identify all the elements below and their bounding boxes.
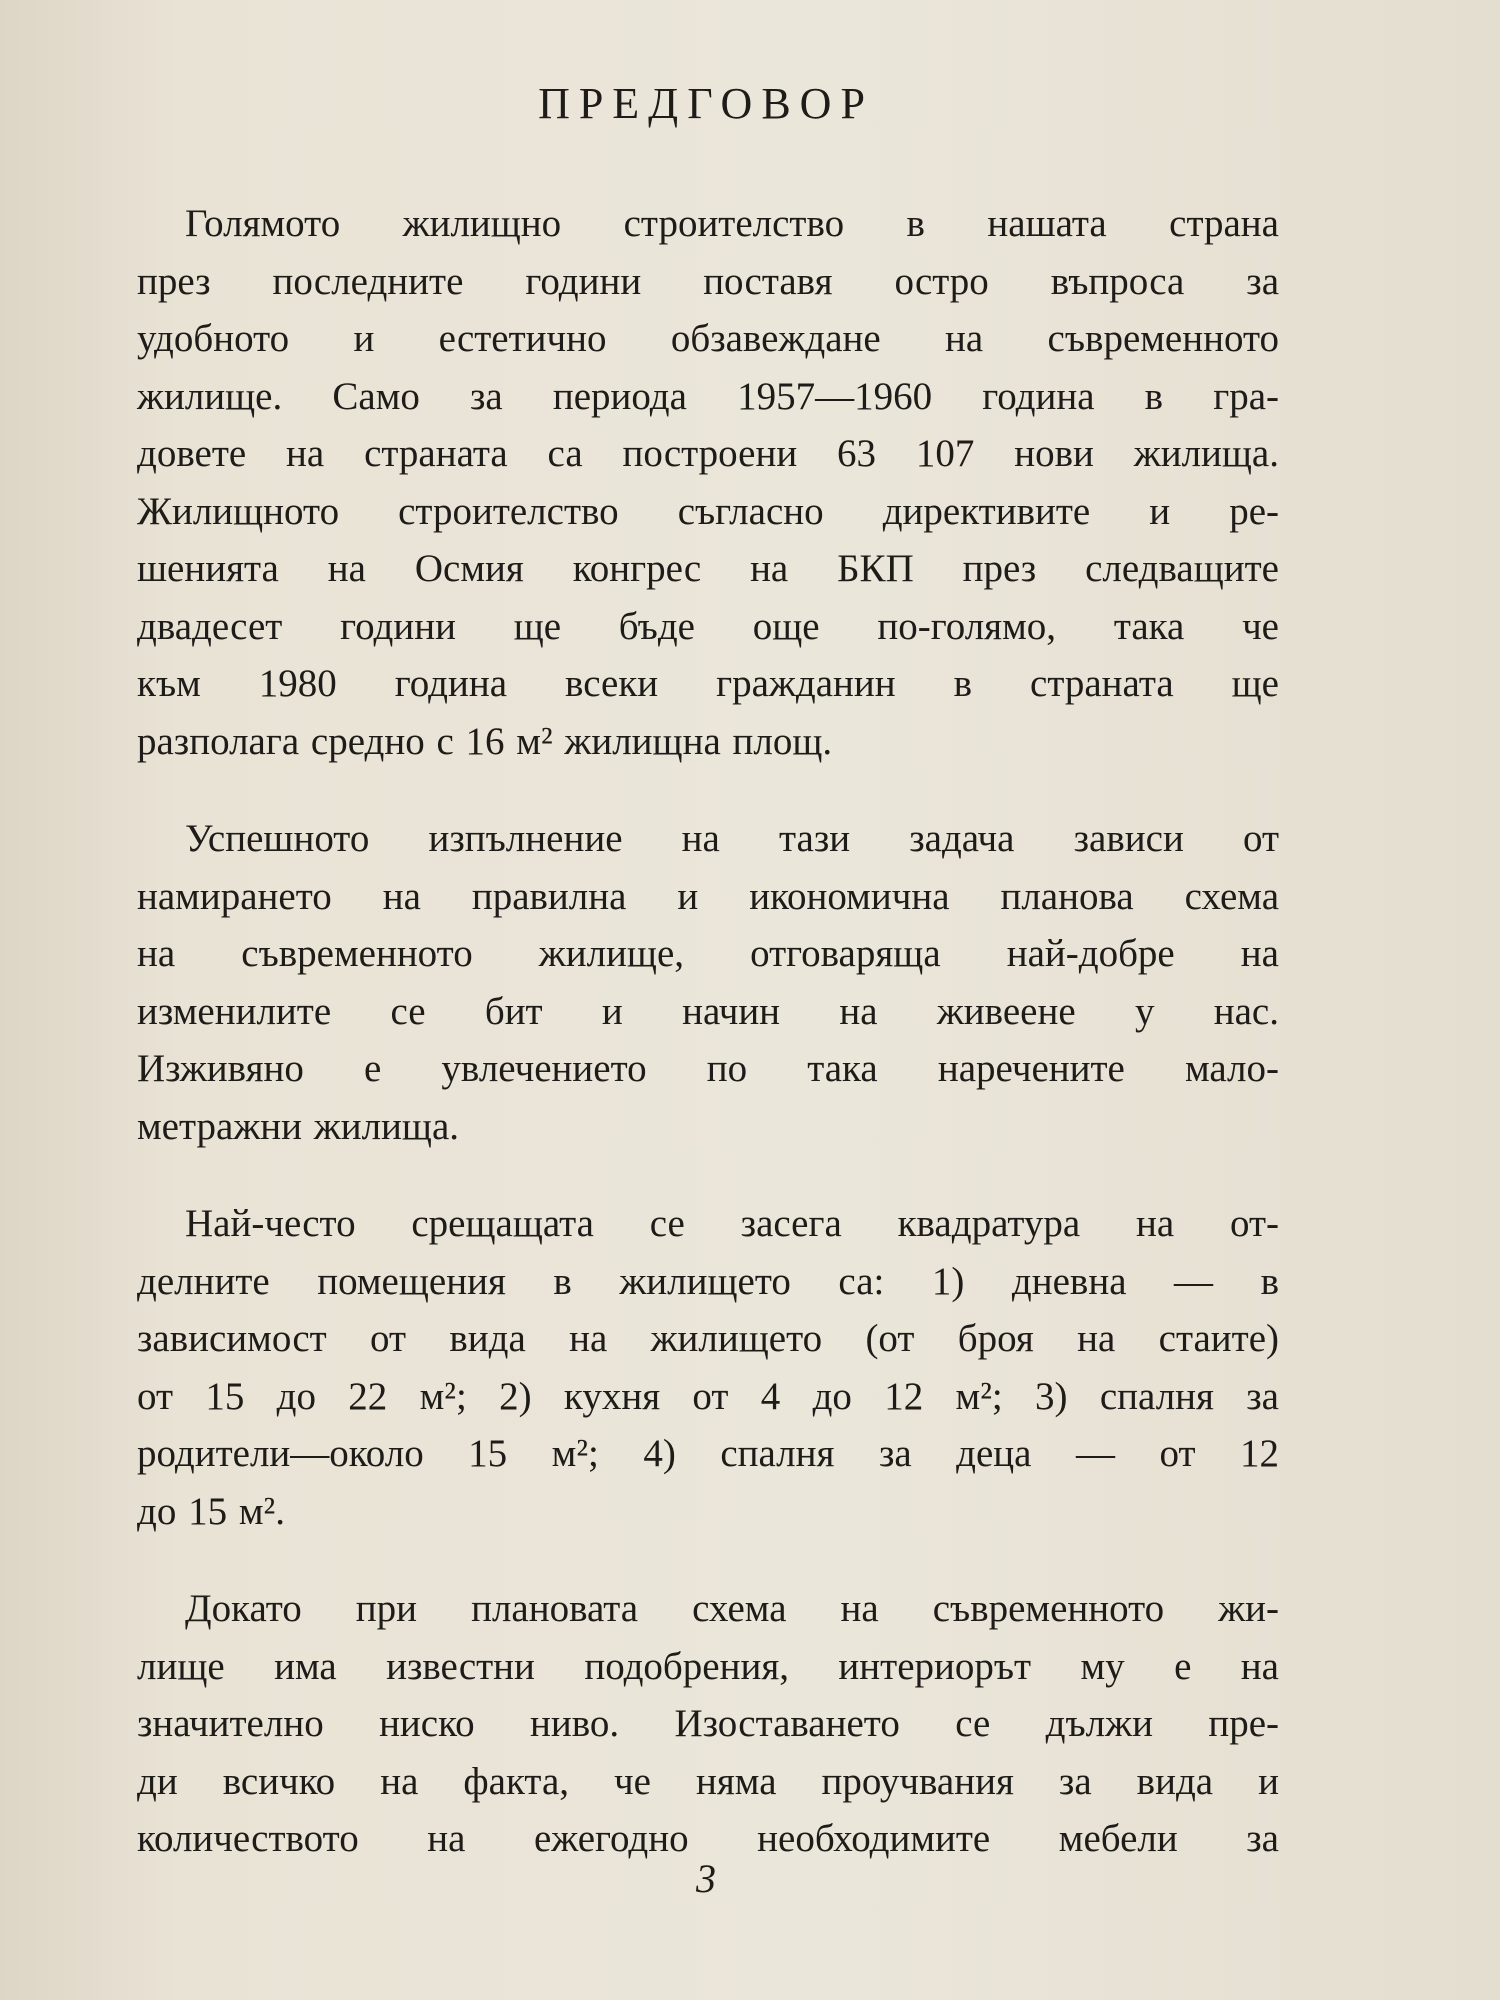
text-line: довете на страната са построени 63 107 нови жилища. bbox=[137, 432, 1279, 475]
body-text bbox=[137, 195, 1279, 1908]
text-line: шенията на Осмия конгрес на БКП през следващите bbox=[137, 547, 1279, 590]
text-line: количеството на ежегодно необходимите мебели за bbox=[137, 1817, 1279, 1860]
text-line: удобното и естетично обзавеждане на съвременното bbox=[137, 317, 1279, 360]
text-line: делните помещения в жилището са: 1) дневна — в bbox=[137, 1259, 1279, 1303]
text-line: Докато при плановата схема на съвременното жи- bbox=[185, 1587, 1279, 1630]
text-line: родители—около 15 м²; 4) спалня за деца — от 12 bbox=[137, 1432, 1279, 1475]
paragraph-1 bbox=[137, 195, 1279, 770]
text-line: метражни жилища. bbox=[137, 1104, 459, 1148]
text-line: жилище. Само за периода 1957—1960 година в гра- bbox=[137, 374, 1279, 418]
text-line: Голямото жилищно строителство в нашата страна bbox=[185, 202, 1279, 245]
text-line: ди всичко на факта, че няма проучвания за вида и bbox=[137, 1759, 1279, 1803]
text-line: лище има известни подобрения, интериорът му е на bbox=[137, 1644, 1279, 1688]
text-line: значително ниско ниво. Изоставането се дължи пре- bbox=[137, 1702, 1279, 1745]
text-line: Жилищното строителство съгласно директивите и ре- bbox=[137, 489, 1279, 533]
text-line: Успешното изпълнение на тази задача зависи от bbox=[185, 817, 1279, 860]
text-line: на съвременното жилище, отговаряща най-добре на bbox=[137, 932, 1279, 975]
text-line: от 15 до 22 м²; 2) кухня от 4 до 12 м²; 3) спалня за bbox=[137, 1374, 1279, 1418]
text-line: двадесет години ще бъде още по-голямо, така че bbox=[137, 604, 1279, 648]
text-line: към 1980 година всеки гражданин в страната ще bbox=[137, 662, 1279, 705]
paragraph-4 bbox=[137, 1580, 1279, 1868]
paragraph-3 bbox=[137, 1195, 1279, 1540]
paragraph-2 bbox=[137, 810, 1279, 1155]
text-line: разполага средно с 16 м² жилищна площ. bbox=[137, 719, 833, 763]
text-line: до 15 м². bbox=[137, 1489, 285, 1533]
page-title: ПРЕДГОВОР bbox=[538, 79, 874, 128]
page-number: 3 bbox=[696, 1856, 716, 1901]
text-line: през последните години поставя остро въпроса за bbox=[137, 259, 1279, 303]
text-line: изменилите се бит и начин на живеене у нас. bbox=[137, 989, 1279, 1033]
text-line: Изживяно е увлечението по така наречените мало- bbox=[137, 1047, 1279, 1090]
text-line: Най-често срещащата се засега квадратура на от- bbox=[185, 1202, 1279, 1245]
text-line: зависимост от вида на жилището (от броя на стаите) bbox=[137, 1317, 1279, 1360]
text-line: намирането на правилна и икономична планова схема bbox=[137, 874, 1279, 918]
